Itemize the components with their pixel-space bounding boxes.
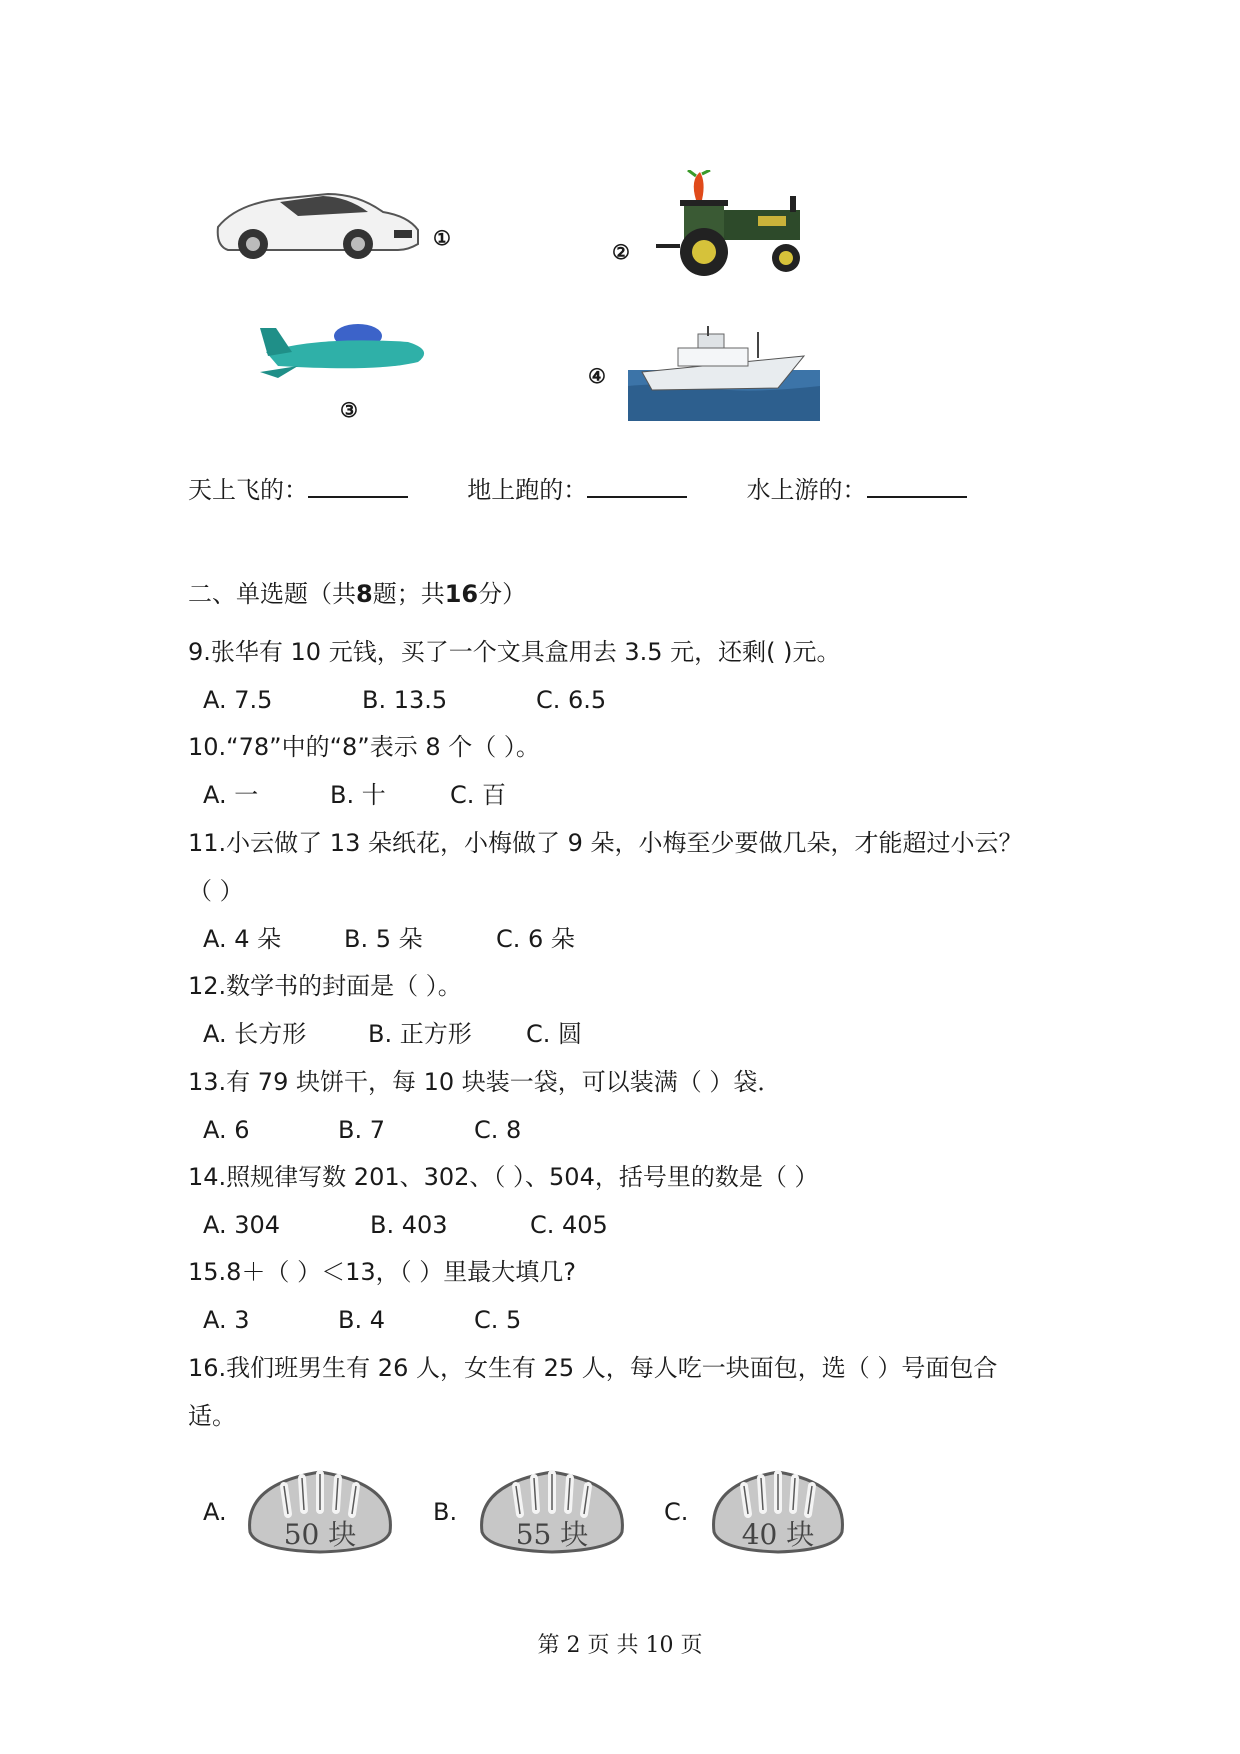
question-10-stem: 10.“78”中的“8”表示 8 个（ ）。	[188, 733, 540, 761]
q16-option-a[interactable]: A.	[203, 1498, 227, 1526]
q10-option-a[interactable]: A. 一	[203, 781, 259, 809]
bread-a[interactable]	[244, 1462, 396, 1558]
water-label: 水上游的：	[746, 476, 867, 504]
section-heading: 二、单选题（共8题；共16分）	[188, 580, 527, 608]
q15-option-a[interactable]: A. 3	[203, 1306, 250, 1334]
q12-option-b[interactable]: B. 正方形	[368, 1020, 472, 1048]
tractor-number: ②	[612, 240, 630, 264]
plane-number: ③	[340, 398, 358, 422]
car-number: ①	[433, 226, 451, 250]
q10-option-c[interactable]: C. 百	[450, 781, 507, 809]
q11-option-c[interactable]: C. 6 朵	[496, 925, 575, 953]
land-label: 地上跑的：	[467, 476, 588, 504]
ship-number: ④	[588, 364, 606, 388]
bread-a-label: 50 块	[283, 1518, 357, 1551]
question-12-stem: 12.数学书的封面是（ ）。	[188, 972, 462, 1000]
water-answer-blank[interactable]	[867, 472, 967, 498]
q11-option-a[interactable]: A. 4 朵	[203, 925, 282, 953]
q12-option-a[interactable]: A. 长方形	[203, 1020, 307, 1048]
question-14-stem: 14.照规律写数 201、302、（ ）、504，括号里的数是（ ）	[188, 1163, 819, 1191]
classification-line	[188, 472, 967, 506]
q15-option-b[interactable]: B. 4	[338, 1306, 385, 1334]
q13-option-c[interactable]: C. 8	[474, 1116, 522, 1144]
q11-option-b[interactable]: B. 5 朵	[344, 925, 423, 953]
q14-option-a[interactable]: A. 304	[203, 1211, 281, 1239]
bread-b-label: 55 块	[515, 1518, 589, 1551]
question-11-stem-cont: （ ）	[188, 877, 244, 905]
plane-picture	[258, 322, 434, 382]
question-11-stem: 11.小云做了 13 朵纸花，小梅做了 9 朵，小梅至少要做几朵，才能超过小云？	[188, 829, 1023, 857]
sky-label: 天上飞的：	[188, 476, 308, 504]
q9-option-a[interactable]: A. 7.5	[203, 686, 273, 714]
q13-option-b[interactable]: B. 7	[338, 1116, 385, 1144]
question-15-stem: 15.8＋（ ）＜13，（ ）里最大填几?	[188, 1258, 576, 1286]
question-9-stem: 9.张华有 10 元钱，买了一个文具盒用去 3.5 元，还剩( )元。	[188, 638, 841, 666]
land-answer-blank[interactable]	[587, 472, 687, 498]
q9-option-c[interactable]: C. 6.5	[536, 686, 607, 714]
q12-option-c[interactable]: C. 圆	[526, 1020, 583, 1048]
bread-b[interactable]	[476, 1462, 628, 1558]
sky-answer-blank[interactable]	[308, 472, 408, 498]
q14-option-c[interactable]: C. 405	[530, 1211, 608, 1239]
bread-c[interactable]	[708, 1462, 848, 1558]
question-16-stem-cont: 适。	[188, 1402, 236, 1430]
q10-option-b[interactable]: B. 十	[330, 781, 386, 809]
car-picture	[208, 172, 428, 272]
tractor-picture	[650, 170, 810, 280]
q13-option-a[interactable]: A. 6	[203, 1116, 250, 1144]
q14-option-b[interactable]: B. 403	[370, 1211, 448, 1239]
ship-picture	[628, 326, 820, 421]
q16-option-c[interactable]: C.	[664, 1498, 689, 1526]
q9-option-b[interactable]: B. 13.5	[362, 686, 448, 714]
q16-option-b[interactable]: B.	[433, 1498, 458, 1526]
q15-option-c[interactable]: C. 5	[474, 1306, 522, 1334]
question-16-stem: 16.我们班男生有 26 人，女生有 25 人，每人吃一块面包，选（ ）号面包合	[188, 1354, 998, 1382]
question-13-stem: 13.有 79 块饼干，每 10 块装一袋，可以装满（ ）袋．	[188, 1068, 782, 1096]
page-footer: 第 2 页 共 10 页	[537, 1633, 703, 1658]
bread-c-label: 40 块	[741, 1518, 815, 1551]
